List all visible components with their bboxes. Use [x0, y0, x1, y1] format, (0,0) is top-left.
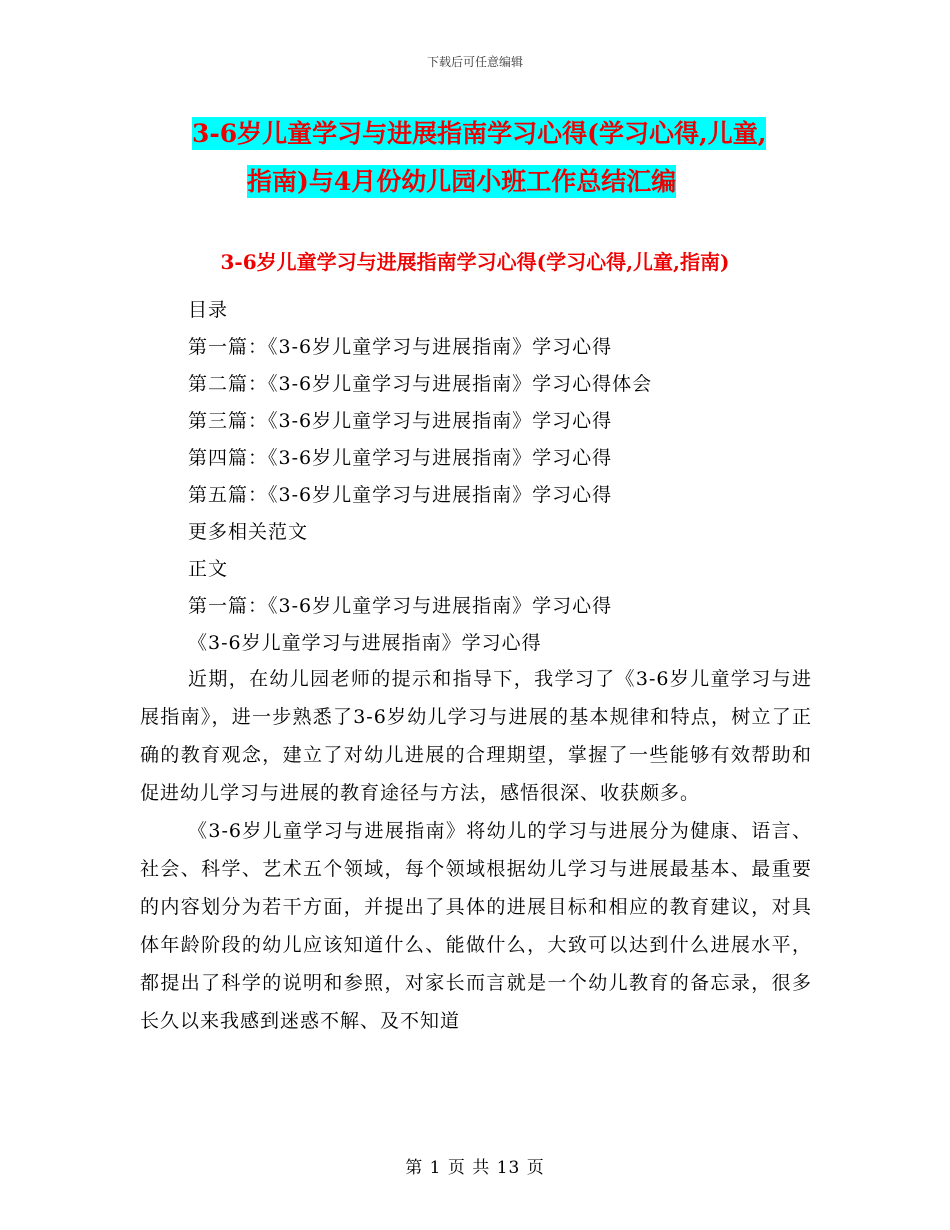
toc-item: 第二篇：《3-6岁儿童学习与进展指南》学习心得体会 [188, 373, 653, 395]
paragraph: 近期，在幼儿园老师的提示和指导下，我学习了《3-6岁儿童学习与进展指南》，进一步熟悉了3-6岁幼儿学习与进展的基本规律和特点，树立了正确的教育观念，建立了对幼儿进展的合理期望，掌握了一些能够有效帮助和促进幼儿学习与进展的教育途径与方法，感悟很深、收获颇多。 [140, 668, 812, 804]
document-title-line-2: 指南)与4月份幼儿园小班工作总结汇编 [247, 167, 677, 196]
paragraph: 《3-6岁儿童学习与进展指南》将幼儿的学习与进展分为健康、语言、社会、科学、艺术五个领域，每个领域根据幼儿学习与进展最基本、最重要的内容划分为若干方面，并提出了具体的进展目标和相应的教育建议，对具体年龄阶段的幼儿应该知道什么、能做什么，大致可以达到什么进展水平，都提出了科学的说明和参照，对家长而言就是一个幼儿教育的备忘录，很多长久以来我感到迷惑不解、及不知道 [140, 820, 812, 1032]
body-text [140, 660, 812, 1040]
main-text-heading: 正文 [188, 558, 229, 580]
chapter-title: 《3-6岁儿童学习与进展指南》学习心得 [188, 632, 542, 654]
toc-item: 第五篇：《3-6岁儿童学习与进展指南》学习心得 [188, 484, 613, 506]
document-title-line-1: 3-6岁儿童学习与进展指南学习心得(学习心得,儿童, [192, 119, 767, 148]
table-of-contents [188, 292, 828, 662]
toc-item: 第一篇：《3-6岁儿童学习与进展指南》学习心得 [188, 336, 613, 358]
toc-heading: 目录 [188, 299, 229, 321]
toc-more-link: 更多相关范文 [188, 521, 309, 543]
toc-item: 第四篇：《3-6岁儿童学习与进展指南》学习心得 [188, 447, 613, 469]
document-title [140, 110, 820, 206]
header-note: 下载后可任意编辑 [426, 55, 523, 69]
section-title: 3-6岁儿童学习与进展指南学习心得(学习心得,儿童,指南) [220, 250, 730, 274]
toc-item: 第三篇：《3-6岁儿童学习与进展指南》学习心得 [188, 410, 613, 432]
page-footer: 第 1 页 共 13 页 [405, 1158, 545, 1178]
chapter-heading: 第一篇：《3-6岁儿童学习与进展指南》学习心得 [188, 595, 613, 617]
